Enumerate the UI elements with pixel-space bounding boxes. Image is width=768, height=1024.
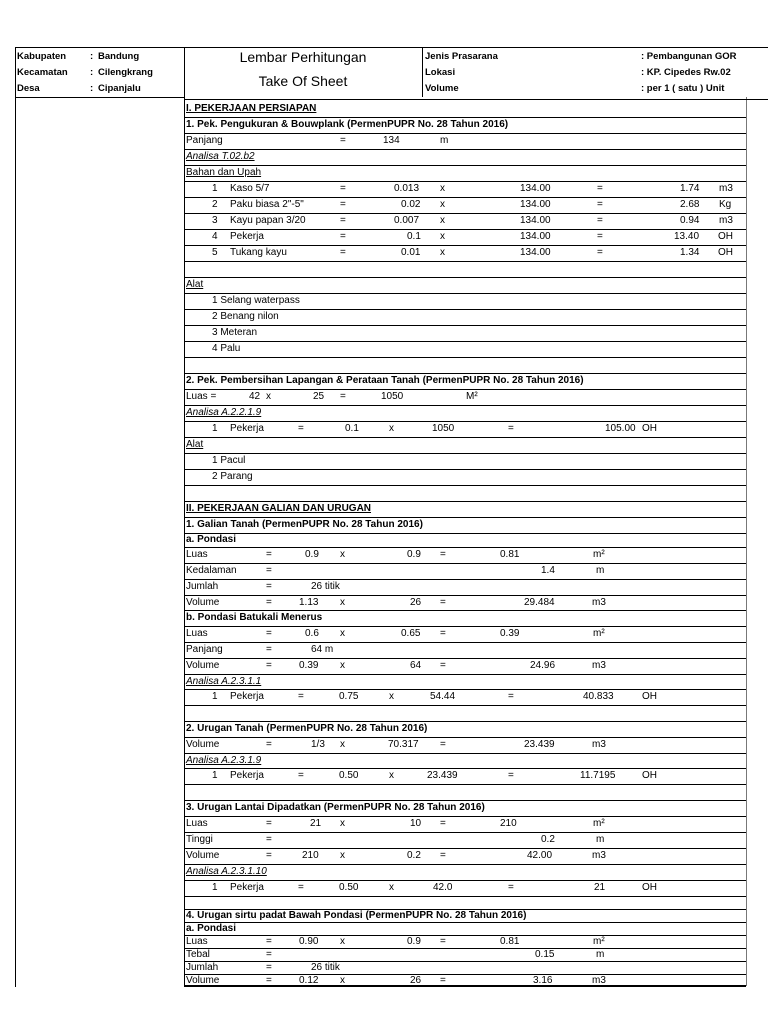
table-cell: 0.81 bbox=[500, 549, 520, 560]
table-cell: II. PEKERJAAN GALIAN DAN URUGAN bbox=[186, 503, 372, 514]
table-cell: x bbox=[340, 850, 345, 861]
row-divider bbox=[184, 689, 746, 690]
table-cell: 0.1 bbox=[345, 423, 359, 434]
table-cell: Bahan dan Upah bbox=[186, 167, 262, 178]
row-divider bbox=[184, 389, 746, 390]
table-cell: x bbox=[340, 936, 345, 947]
table-cell: 0.81 bbox=[500, 936, 520, 947]
table-cell: 42.0 bbox=[433, 882, 453, 893]
table-cell: = bbox=[266, 834, 272, 845]
row-divider bbox=[184, 245, 746, 246]
table-cell: 5 bbox=[212, 247, 218, 258]
row-divider bbox=[184, 261, 746, 262]
row-divider bbox=[184, 626, 746, 627]
table-cell: 1050 bbox=[381, 391, 404, 402]
table-cell: x bbox=[266, 391, 271, 402]
table-cell: m3 bbox=[592, 597, 606, 608]
table-cell: Paku biasa 2"-5" bbox=[230, 199, 304, 210]
table-cell: 1/3 bbox=[311, 739, 325, 750]
table-cell: = bbox=[508, 882, 514, 893]
table-cell: = bbox=[597, 199, 603, 210]
table-cell: x bbox=[389, 423, 394, 434]
row-divider bbox=[184, 563, 746, 564]
row-divider bbox=[184, 721, 746, 722]
table-cell: = bbox=[508, 770, 514, 781]
row-divider bbox=[184, 197, 746, 198]
table-cell: Volume bbox=[186, 597, 220, 608]
table-cell: 0.15 bbox=[535, 949, 555, 960]
table-cell: 134 bbox=[383, 135, 400, 146]
row-divider bbox=[184, 293, 746, 294]
table-cell: x bbox=[389, 882, 394, 893]
table-cell: = bbox=[298, 691, 304, 702]
table-cell: 0.013 bbox=[394, 183, 420, 194]
row-divider bbox=[184, 437, 746, 438]
table-cell: = bbox=[440, 975, 446, 986]
table-cell: OH bbox=[642, 423, 657, 434]
table-cell: 1. Galian Tanah (PermenPUPR No. 28 Tahun 2016) bbox=[186, 519, 423, 530]
table-cell: = bbox=[266, 549, 272, 560]
table-cell: 1050 bbox=[432, 423, 455, 434]
table-cell: 4. Urugan sirtu padat Bawah Pondasi (PermenPUPR No. 28 Tahun 2016) bbox=[186, 910, 527, 921]
kecamatan-value: Cilengkrang bbox=[98, 67, 153, 78]
table-cell: 1 Selang waterpass bbox=[212, 295, 300, 306]
table-cell: = bbox=[266, 949, 272, 960]
table-cell: Jumlah bbox=[186, 581, 219, 592]
table-cell: 64 bbox=[410, 660, 422, 671]
table-cell: = bbox=[298, 882, 304, 893]
table-cell: 42.00 bbox=[527, 850, 553, 861]
kabupaten-sep: : bbox=[90, 51, 94, 62]
table-cell: 3. Urugan Lantai Dipadatkan (PermenPUPR No. 28 Tahun 2016) bbox=[186, 802, 485, 813]
row-divider bbox=[184, 642, 746, 643]
table-cell: Tinggi bbox=[186, 834, 213, 845]
table-cell: Analisa A.2.2.1.9 bbox=[186, 407, 262, 418]
lokasi-value: : KP. Cipedes Rw.02 bbox=[641, 67, 731, 78]
table-cell: 134.00 bbox=[520, 231, 551, 242]
table-cell: = bbox=[266, 975, 272, 986]
table-cell: m² bbox=[593, 818, 605, 829]
table-cell: Analisa A.2.3.1.1 bbox=[186, 676, 262, 687]
table-cell: Volume bbox=[186, 850, 220, 861]
table-cell: 2 Benang nilon bbox=[212, 311, 279, 322]
kecamatan-sep: : bbox=[90, 67, 94, 78]
volume-label: Volume bbox=[425, 83, 459, 94]
table-cell: 3 bbox=[212, 215, 218, 226]
top-border bbox=[15, 47, 768, 48]
table-cell: Volume bbox=[186, 660, 220, 671]
table-cell: = bbox=[597, 215, 603, 226]
table-cell: Pekerja bbox=[230, 231, 264, 242]
table-cell: Volume bbox=[186, 975, 220, 986]
table-cell: Pekerja bbox=[230, 770, 264, 781]
table-cell: OH bbox=[718, 231, 733, 242]
table-cell: = bbox=[597, 247, 603, 258]
row-divider bbox=[184, 816, 746, 817]
table-cell: m3 bbox=[592, 975, 606, 986]
row-divider bbox=[184, 181, 746, 182]
table-cell: x bbox=[440, 247, 445, 258]
table-cell: m² bbox=[593, 936, 605, 947]
row-divider bbox=[184, 405, 746, 406]
table-cell: 21 bbox=[310, 818, 322, 829]
table-cell: 42 bbox=[249, 391, 261, 402]
table-cell: = bbox=[340, 231, 346, 242]
table-cell: = bbox=[266, 936, 272, 947]
table-cell: = bbox=[440, 549, 446, 560]
table-cell: 54.44 bbox=[430, 691, 456, 702]
table-cell: 3.16 bbox=[533, 975, 553, 986]
row-divider bbox=[184, 421, 746, 422]
table-cell: 0.39 bbox=[299, 660, 319, 671]
table-cell: Kayu papan 3/20 bbox=[230, 215, 306, 226]
table-cell: I. PEKERJAAN PERSIAPAN bbox=[186, 103, 317, 114]
table-cell: m3 bbox=[592, 850, 606, 861]
table-cell: = bbox=[440, 936, 446, 947]
table-cell: Luas bbox=[186, 549, 208, 560]
table-cell: 10 bbox=[410, 818, 422, 829]
table-cell: x bbox=[440, 199, 445, 210]
table-cell: = bbox=[440, 739, 446, 750]
table-cell: Luas = bbox=[186, 391, 217, 402]
table-cell: 1 Pacul bbox=[212, 455, 246, 466]
table-cell: 0.007 bbox=[394, 215, 420, 226]
table-cell: = bbox=[298, 423, 304, 434]
row-divider bbox=[184, 658, 746, 659]
table-cell: 0.01 bbox=[401, 247, 421, 258]
table-cell: 25 bbox=[313, 391, 325, 402]
table-cell: 210 bbox=[500, 818, 517, 829]
sheet-subtitle: Take Of Sheet bbox=[258, 73, 348, 89]
row-divider bbox=[184, 517, 746, 518]
table-cell: = bbox=[340, 215, 346, 226]
table-cell: m bbox=[440, 135, 449, 146]
row-divider bbox=[184, 768, 746, 769]
row-divider bbox=[184, 579, 746, 580]
table-cell: 0.9 bbox=[407, 936, 421, 947]
table-cell: = bbox=[440, 818, 446, 829]
table-cell: 29.484 bbox=[524, 597, 555, 608]
row-divider bbox=[184, 922, 746, 923]
table-cell: x bbox=[440, 231, 445, 242]
table-cell: 134.00 bbox=[520, 247, 551, 258]
table-cell: 134.00 bbox=[520, 215, 551, 226]
table-cell: 134.00 bbox=[520, 199, 551, 210]
left-border bbox=[15, 47, 16, 987]
table-cell: Tebal bbox=[186, 949, 210, 960]
table-cell: 4 bbox=[212, 231, 218, 242]
table-cell: 1 bbox=[212, 183, 218, 194]
table-cell: 0.9 bbox=[407, 549, 421, 560]
table-cell: = bbox=[440, 597, 446, 608]
row-divider bbox=[184, 880, 746, 881]
table-cell: 40.833 bbox=[583, 691, 614, 702]
table-cell: Panjang bbox=[186, 644, 223, 655]
table-cell: m² bbox=[593, 549, 605, 560]
table-cell: 1 bbox=[212, 423, 218, 434]
header-bottom-line-right bbox=[184, 99, 768, 100]
table-cell: = bbox=[266, 565, 272, 576]
table-cell: m bbox=[596, 949, 605, 960]
kabupaten-value: Bandung bbox=[98, 51, 140, 62]
kabupaten-label: Kabupaten bbox=[17, 51, 67, 62]
table-cell: 2 Parang bbox=[212, 471, 253, 482]
row-divider bbox=[184, 213, 746, 214]
row-divider bbox=[184, 705, 746, 706]
table-cell: 2. Pek. Pembersihan Lapangan & Perataan Tanah (PermenPUPR No. 28 Tahun 2016) bbox=[186, 375, 584, 386]
table-cell: 0.75 bbox=[339, 691, 359, 702]
row-divider bbox=[184, 896, 746, 897]
row-divider bbox=[184, 547, 746, 548]
table-cell: Volume bbox=[186, 739, 220, 750]
table-cell: 105.00 bbox=[605, 423, 636, 434]
table-cell: 26 bbox=[410, 975, 422, 986]
table-cell: 0.50 bbox=[339, 882, 359, 893]
row-divider bbox=[184, 357, 746, 358]
table-cell: Analisa A.2.3.1.10 bbox=[186, 866, 267, 877]
table-cell: 64 m bbox=[311, 644, 334, 655]
row-divider bbox=[184, 533, 746, 534]
table-cell: 1.13 bbox=[299, 597, 319, 608]
table-cell: = bbox=[440, 660, 446, 671]
table-cell: b. Pondasi Batukali Menerus bbox=[186, 612, 323, 623]
table-cell: 0.02 bbox=[401, 199, 421, 210]
table-cell: Tukang kayu bbox=[230, 247, 287, 258]
table-cell: 0.94 bbox=[680, 215, 700, 226]
table-cell: Kaso 5/7 bbox=[230, 183, 270, 194]
table-cell: m3 bbox=[719, 183, 733, 194]
table-cell: Analisa A.2.3.1.9 bbox=[186, 755, 262, 766]
table-cell: OH bbox=[642, 770, 657, 781]
table-cell: 2. Urugan Tanah (PermenPUPR No. 28 Tahun 2016) bbox=[186, 723, 428, 734]
table-cell: OH bbox=[718, 247, 733, 258]
table-cell: m² bbox=[593, 628, 605, 639]
table-cell: 0.39 bbox=[500, 628, 520, 639]
table-cell: 134.00 bbox=[520, 183, 551, 194]
sheet-title: Lembar Perhitungan bbox=[239, 49, 367, 65]
table-cell: Alat bbox=[186, 279, 204, 290]
title-col-right-border bbox=[422, 47, 423, 97]
table-cell: 26 titik bbox=[311, 581, 340, 592]
table-cell: Panjang bbox=[186, 135, 223, 146]
right-edge bbox=[746, 97, 747, 986]
table-cell: 1 bbox=[212, 691, 218, 702]
row-divider bbox=[184, 595, 746, 596]
table-cell: = bbox=[597, 231, 603, 242]
row-divider bbox=[184, 864, 746, 865]
row-divider bbox=[184, 117, 746, 118]
table-cell: = bbox=[266, 597, 272, 608]
row-divider bbox=[184, 277, 746, 278]
row-divider bbox=[184, 229, 746, 230]
table-cell: = bbox=[266, 739, 272, 750]
table-cell: = bbox=[440, 628, 446, 639]
table-cell: = bbox=[340, 135, 346, 146]
row-divider bbox=[184, 133, 746, 134]
row-divider bbox=[184, 165, 746, 166]
table-cell: = bbox=[597, 183, 603, 194]
table-cell: 0.65 bbox=[401, 628, 421, 639]
table-cell: Kedalaman bbox=[186, 565, 237, 576]
table-cell: Luas bbox=[186, 818, 208, 829]
lokasi-label: Lokasi bbox=[425, 67, 456, 78]
table-cell: 1.74 bbox=[680, 183, 700, 194]
table-cell: x bbox=[440, 215, 445, 226]
table-cell: 0.1 bbox=[407, 231, 421, 242]
table-cell: 11.7195 bbox=[580, 770, 616, 781]
table-cell: = bbox=[340, 199, 346, 210]
row-divider bbox=[184, 341, 746, 342]
table-cell: 2 bbox=[212, 199, 218, 210]
table-cell: Jumlah bbox=[186, 962, 219, 973]
desa-label: Desa bbox=[17, 83, 40, 94]
table-cell: x bbox=[340, 818, 345, 829]
table-cell: = bbox=[340, 391, 346, 402]
table-cell: = bbox=[266, 644, 272, 655]
table-cell: x bbox=[389, 691, 394, 702]
table-cell: x bbox=[340, 549, 345, 560]
table-cell: m3 bbox=[592, 739, 606, 750]
desa-sep: : bbox=[90, 83, 94, 94]
table-cell: 2.68 bbox=[680, 199, 700, 210]
table-cell: x bbox=[340, 660, 345, 671]
table-cell: m bbox=[596, 565, 605, 576]
table-cell: 0.2 bbox=[541, 834, 555, 845]
row-divider bbox=[184, 453, 746, 454]
table-cell: = bbox=[508, 691, 514, 702]
row-divider bbox=[184, 753, 746, 754]
table-cell: m bbox=[596, 834, 605, 845]
table-cell: Alat bbox=[186, 439, 204, 450]
table-cell: = bbox=[266, 962, 272, 973]
table-cell: Analisa T.02.b2 bbox=[186, 151, 255, 162]
table-cell: = bbox=[266, 581, 272, 592]
table-cell: Pekerja bbox=[230, 691, 264, 702]
table-cell: 1 bbox=[212, 882, 218, 893]
table-cell: M² bbox=[466, 391, 478, 402]
table-cell: 23.439 bbox=[427, 770, 458, 781]
table-cell: Pekerja bbox=[230, 882, 264, 893]
row-divider bbox=[184, 832, 746, 833]
row-divider bbox=[184, 674, 746, 675]
table-cell: x bbox=[340, 597, 345, 608]
table-cell: 0.90 bbox=[299, 936, 319, 947]
table-cell: 24.96 bbox=[530, 660, 556, 671]
jenis-prasarana-label: Jenis Prasarana bbox=[425, 51, 498, 62]
table-cell: 210 bbox=[302, 850, 319, 861]
table-cell: Luas bbox=[186, 936, 208, 947]
table-cell: Pekerja bbox=[230, 423, 264, 434]
table-cell: = bbox=[298, 770, 304, 781]
row-divider bbox=[184, 149, 746, 150]
table-cell: Kg bbox=[719, 199, 732, 210]
table-cell: = bbox=[340, 183, 346, 194]
table-cell: 26 bbox=[410, 597, 422, 608]
table-cell: x bbox=[340, 628, 345, 639]
table-cell: = bbox=[266, 628, 272, 639]
table-cell: x bbox=[340, 739, 345, 750]
table-cell: a. Pondasi bbox=[186, 534, 237, 545]
row-divider bbox=[184, 325, 746, 326]
desa-value: Cipanjalu bbox=[98, 83, 141, 94]
row-divider bbox=[184, 373, 746, 374]
table-cell: 0.2 bbox=[407, 850, 421, 861]
table-cell: 1.4 bbox=[541, 565, 555, 576]
header-bottom-line bbox=[15, 97, 185, 98]
table-cell: = bbox=[266, 660, 272, 671]
jenis-prasarana-value: : Pembangunan GOR bbox=[641, 51, 737, 62]
volume-value: : per 1 ( satu ) Unit bbox=[641, 83, 725, 94]
kecamatan-label: Kecamatan bbox=[17, 67, 68, 78]
row-divider bbox=[184, 309, 746, 310]
table-cell: 70.317 bbox=[388, 739, 419, 750]
table-cell: 3 Meteran bbox=[212, 327, 258, 338]
table-cell: 0.9 bbox=[305, 549, 319, 560]
table-cell: 4 Palu bbox=[212, 343, 241, 354]
table-cell: x bbox=[389, 770, 394, 781]
row-divider bbox=[184, 501, 746, 502]
table-cell: = bbox=[340, 247, 346, 258]
table-cell: x bbox=[340, 975, 345, 986]
table-cell: 0.50 bbox=[339, 770, 359, 781]
row-divider bbox=[184, 469, 746, 470]
row-divider bbox=[184, 737, 746, 738]
table-cell: 26 titik bbox=[311, 962, 340, 973]
row-divider bbox=[184, 848, 746, 849]
row-divider bbox=[184, 485, 746, 486]
table-cell: 0.12 bbox=[299, 975, 319, 986]
table-cell: 1. Pek. Pengukuran & Bouwplank (PermenPUPR No. 28 Tahun 2016) bbox=[186, 119, 509, 130]
table-cell: 13.40 bbox=[674, 231, 700, 242]
table-cell: 0.6 bbox=[305, 628, 319, 639]
table-cell: OH bbox=[642, 882, 657, 893]
row-divider bbox=[184, 610, 746, 611]
table-cell: 1.34 bbox=[680, 247, 700, 258]
row-divider bbox=[184, 784, 746, 785]
table-cell: = bbox=[266, 850, 272, 861]
table-cell: x bbox=[440, 183, 445, 194]
table-cell: = bbox=[508, 423, 514, 434]
table-cell: 23.439 bbox=[524, 739, 555, 750]
table-cell: 1 bbox=[212, 770, 218, 781]
table-cell: = bbox=[266, 818, 272, 829]
table-cell: m3 bbox=[592, 660, 606, 671]
table-cell: a. Pondasi bbox=[186, 923, 237, 934]
table-cell: m3 bbox=[719, 215, 733, 226]
table-cell: Luas bbox=[186, 628, 208, 639]
table-cell: 21 bbox=[594, 882, 606, 893]
row-divider bbox=[184, 800, 746, 801]
table-cell: = bbox=[440, 850, 446, 861]
table-cell: OH bbox=[642, 691, 657, 702]
